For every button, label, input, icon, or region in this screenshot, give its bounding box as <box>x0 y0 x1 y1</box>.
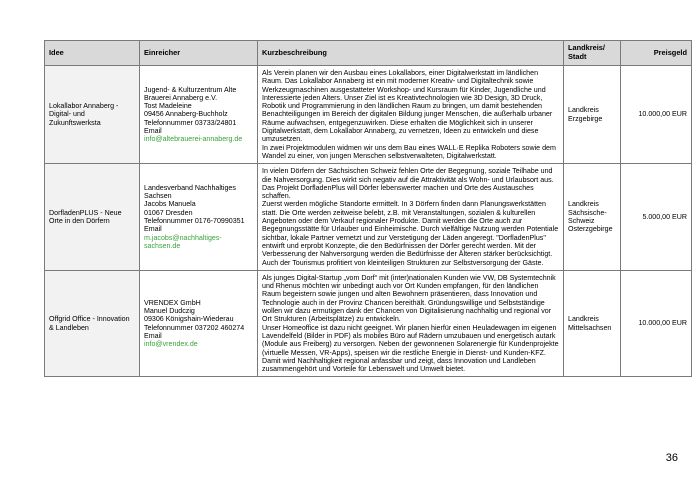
einreicher-line: Telefonnummer 037202 460274 <box>144 323 245 332</box>
preisgeld-cell: 5.000,00 EUR <box>621 164 692 271</box>
idee-cell: Lokallabor Annaberg - Digital- und Zukunftswerksta <box>45 66 140 164</box>
preisgeld-cell: 10.000,00 EUR <box>621 66 692 164</box>
header-kurzbeschreibung: Kurzbeschreibung <box>258 41 564 66</box>
kurzbeschreibung-cell: Als junges Digital-Startup „vom Dorf“ mit (inter)nationalen Kunden wie VW, DB Systemtechnik und Rhenus möchten wir unbedingt auch vor Ort Kunden empfangen, für den ländlichen Raum begeistern sowie jungen und alten Bewohnern präsentieren, dass Innovation und Technologie auch in der Provinz Chancen bereithält. Gründungswillige und Selbstständige wollen wir dazu ermutigen dank der Chancen von Digitalisierung nachhaltig und regional vor Ort Strukturen (Arbeitsplätze) zu entwickeln. Unser Homeoffice ist dazu nicht geeignet. Wir planen hierfür einen Heuladewagen im eigenen Lavendelfeld (Bilder in PDF) als mobiles Büro auf Rädern umzubauen und energetisch autark (Module aus Freiberg) zu versorgen. Neben der gewonnenen Solarenergie für Kundenprojekte (virtuelle Messen, VR-Apps), speisen wir die restliche Energie in Dienst- und Kunden-KFZ. Damit wird Nachhaltigkeit regional anfassbar und zeigt, dass Innovation und Landleben zusammengehört und Vorteile für Lebenswelt und Umwelt bietet. <box>258 270 564 377</box>
einreicher-line: Landesverband Nachhaltiges <box>144 183 236 192</box>
einreicher-line: Email <box>144 331 162 340</box>
einreicher-line: Telefonnummer 03733/24801 <box>144 118 237 127</box>
einreicher-line: Manuel Dudczig <box>144 307 195 316</box>
header-preisgeld: Preisgeld <box>621 41 692 66</box>
einreicher-line: Sachsen <box>144 192 172 201</box>
idee-cell: DorfladenPLUS - Neue Orte in den Dörfern <box>45 164 140 271</box>
header-row <box>45 41 692 66</box>
header-landkreis: Landkreis/ Stadt <box>564 41 621 66</box>
kurzbeschreibung-cell: Als Verein planen wir den Ausbau eines Lokallabors, einer Digitalwerkstatt im ländlichen Raum. Das Lokallabor Annaberg ist ein mit moderner Kreativ- und Digitaltechnik sowie Werkzeugmaschinen ausgestatteter Workshop- und Kursraum für Kinder, Jugendliche und Interessierte jeden Alters. Unser Ziel ist es Kreativtechnologien wie 3D Design, 3D Druck, Robotik und Programmierung in den ländlichen Raum zu bringen, um damit bestehenden Benachteiligungen im Bereich der digitalen Bildung junger Menschen, die außerhalb urbaner Räume aufwachsen, entgegenzuwirken. Diese erhalten die Möglichkeit sich in unserer Digitalwerkstatt, dem Lokallabor Annaberg, zu vernetzen, Ideen zu entwickeln und diese umzusetzen. In zwei Projektmodulen widmen wir uns dem Bau eines WALL·E Replika Roboters sowie dem Wandel zu einer, von jungen Menschen selbstverwalteten, Digitalwerkstatt. <box>258 66 564 164</box>
einreicher-line: Tost Madeleine <box>144 102 192 111</box>
einreicher-line: Email <box>144 127 162 136</box>
preisgeld-cell: 10.000,00 EUR <box>621 270 692 377</box>
einreicher-line: 09456 Annaberg-Buchholz <box>144 110 228 119</box>
header-idee: Idee <box>45 41 140 66</box>
einreicher-line: VRENDEX GmbH <box>144 298 201 307</box>
einreicher-line: 01067 Dresden <box>144 208 193 217</box>
page-number: 36 <box>665 452 678 464</box>
einreicher-cell <box>140 66 258 164</box>
email-link[interactable]: info@altebrauerei-annaberg.de <box>144 135 243 144</box>
einreicher-cell <box>140 270 258 377</box>
email-link[interactable]: info@vrendex.de <box>144 340 198 349</box>
einreicher-line: Jacobs Manuela <box>144 200 196 209</box>
table-row <box>45 270 692 377</box>
einreicher-line: Brauerei Annaberg e.V. <box>144 93 218 102</box>
landkreis-cell: Landkreis Erzgebirge <box>564 66 621 164</box>
email-link[interactable]: m.jacobs@nachhaltiges- sachsen.de <box>144 233 222 250</box>
header-einreicher: Einreicher <box>140 41 258 66</box>
kurzbeschreibung-cell: In vielen Dörfern der Sächsischen Schweiz fehlen Orte der Begegnung, soziale Teilhabe und die Nahversorgung. Dies wirkt sich negativ auf die Attraktivität als Wohn- und Urlaubsort aus. Das Projekt DorfladenPlus will Dörfer lebenswerter machen und Orte des Austausches schaffen. Zuerst werden mögliche Standorte ermittelt. In 3 Dörfern finden dann Planungswerkstätten statt. Die Orte werden zeitweise belebt, z.B. mit Veranstaltungen, sozialen & kulturellen Angeboten oder dem Verkauf regionaler Produkte. Damit werden die Orte auch zur Begegnungsstätte für Urlauber und Einheimische. Durch vielfältige Nutzung werden Potentiale sichtbar, lokale Partner vernetzt und zur Verstetigung der Läden angeregt. "DorfladenPlus" entwirft und erprobt Konzepte, die den Bedürfnissen der Dörfer gerecht werden. Mit der Verbesserung der Nahversorgung werden die Bedürfnisse der Älteren stärker berücksichtigt. Auch der Tourismus profitiert von kleinteiligen Strukturen zur Selbstversorgung der Gäste. <box>258 164 564 271</box>
table-row <box>45 164 692 271</box>
einreicher-line: Telefonnummer 0176-70990351 <box>144 217 245 226</box>
einreicher-line: 09306 Königshain-Wiederau <box>144 315 234 324</box>
einreicher-cell <box>140 164 258 271</box>
landkreis-cell: Landkreis Mittelsachsen <box>564 270 621 377</box>
idee-cell: Offgrid Office - Innovation & Landleben <box>45 270 140 377</box>
projects-table <box>44 40 692 377</box>
einreicher-line: Email <box>144 225 162 234</box>
einreicher-line: Jugend- & Kulturzentrum Alte <box>144 85 237 94</box>
landkreis-cell: Landkreis Sächsische- Schweiz Osterzgebirge <box>564 164 621 271</box>
table-row <box>45 66 692 164</box>
